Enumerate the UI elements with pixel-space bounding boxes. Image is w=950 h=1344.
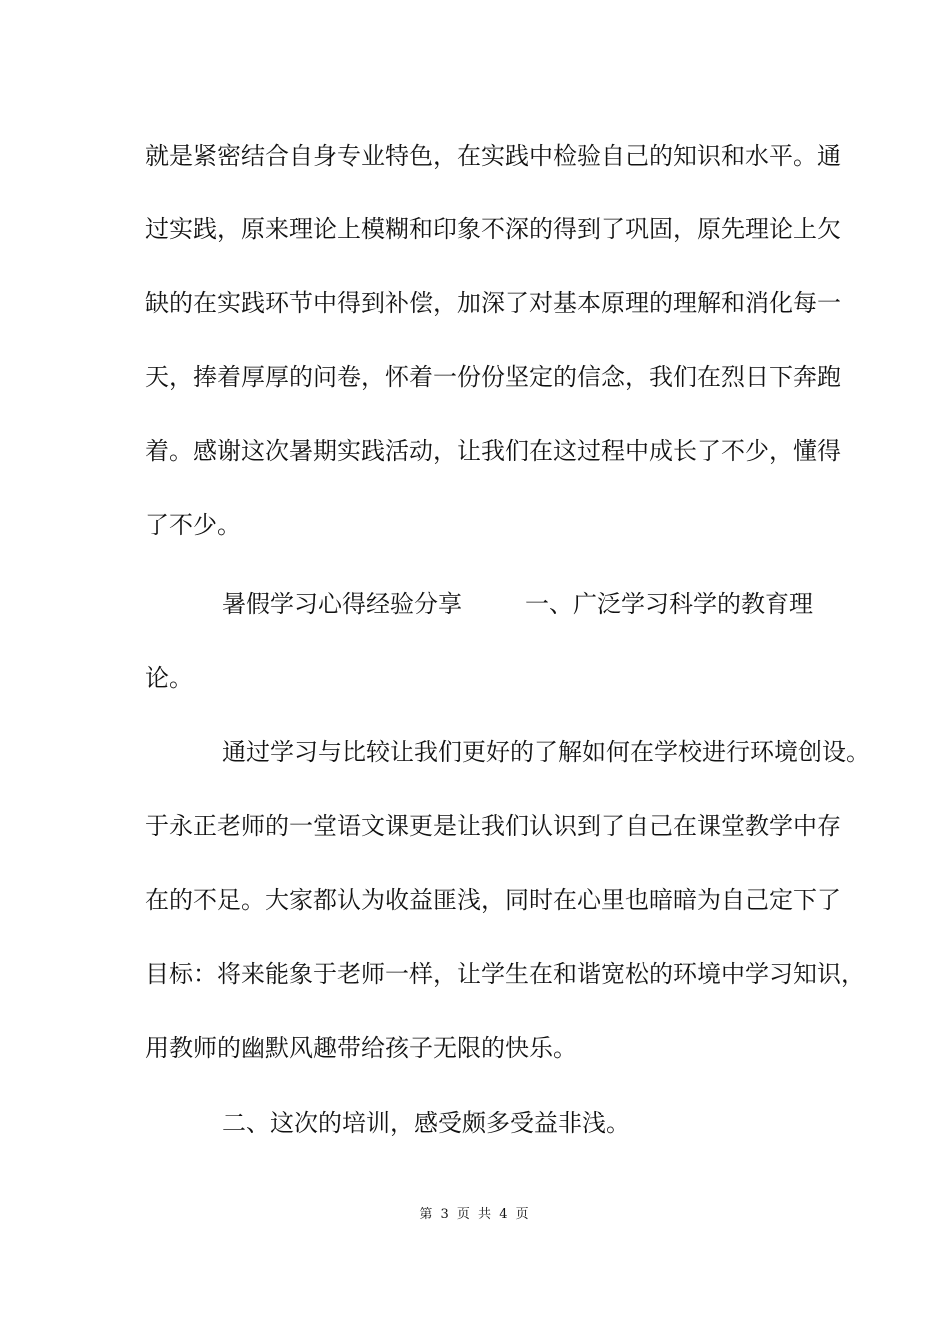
body-text-line: 目标：将来能象于老师一样，让学生在和谐宽松的环境中学习知识， bbox=[145, 960, 865, 988]
body-text-line: 在的不足。大家都认为收益匪浅，同时在心里也暗暗为自己定下了 bbox=[145, 886, 841, 914]
body-text-line: 于永正老师的一堂语文课更是让我们认识到了自己在课堂教学中存 bbox=[145, 812, 841, 840]
body-text-line: 通过学习与比较让我们更好的了解如何在学校进行环境创设。 bbox=[222, 738, 870, 766]
section-heading-right: 一、广泛学习科学的教育理 bbox=[525, 590, 813, 618]
body-text-line: 缺的在实践环节中得到补偿，加深了对基本原理的理解和消化每一 bbox=[145, 289, 841, 317]
body-text-line: 了不少。 bbox=[145, 511, 241, 539]
page-number-footer: 第 3 页 共 4 页 bbox=[419, 1207, 531, 1222]
section-heading: 暑假学习心得经验分享 bbox=[222, 590, 462, 618]
body-text-line: 二、这次的培训，感受颇多受益非浅。 bbox=[222, 1109, 630, 1137]
body-text-line: 过实践，原来理论上模糊和印象不深的得到了巩固，原先理论上欠 bbox=[145, 215, 841, 243]
body-text-line: 着。感谢这次暑期实践活动，让我们在这过程中成长了不少，懂得 bbox=[145, 437, 841, 465]
body-text-line: 天，捧着厚厚的问卷，怀着一份份坚定的信念，我们在烈日下奔跑 bbox=[145, 363, 841, 391]
body-text-line: 就是紧密结合自身专业特色，在实践中检验自己的知识和水平。通 bbox=[145, 142, 841, 170]
body-text-line: 论。 bbox=[145, 664, 193, 692]
body-text-line: 用教师的幽默风趣带给孩子无限的快乐。 bbox=[145, 1034, 577, 1062]
